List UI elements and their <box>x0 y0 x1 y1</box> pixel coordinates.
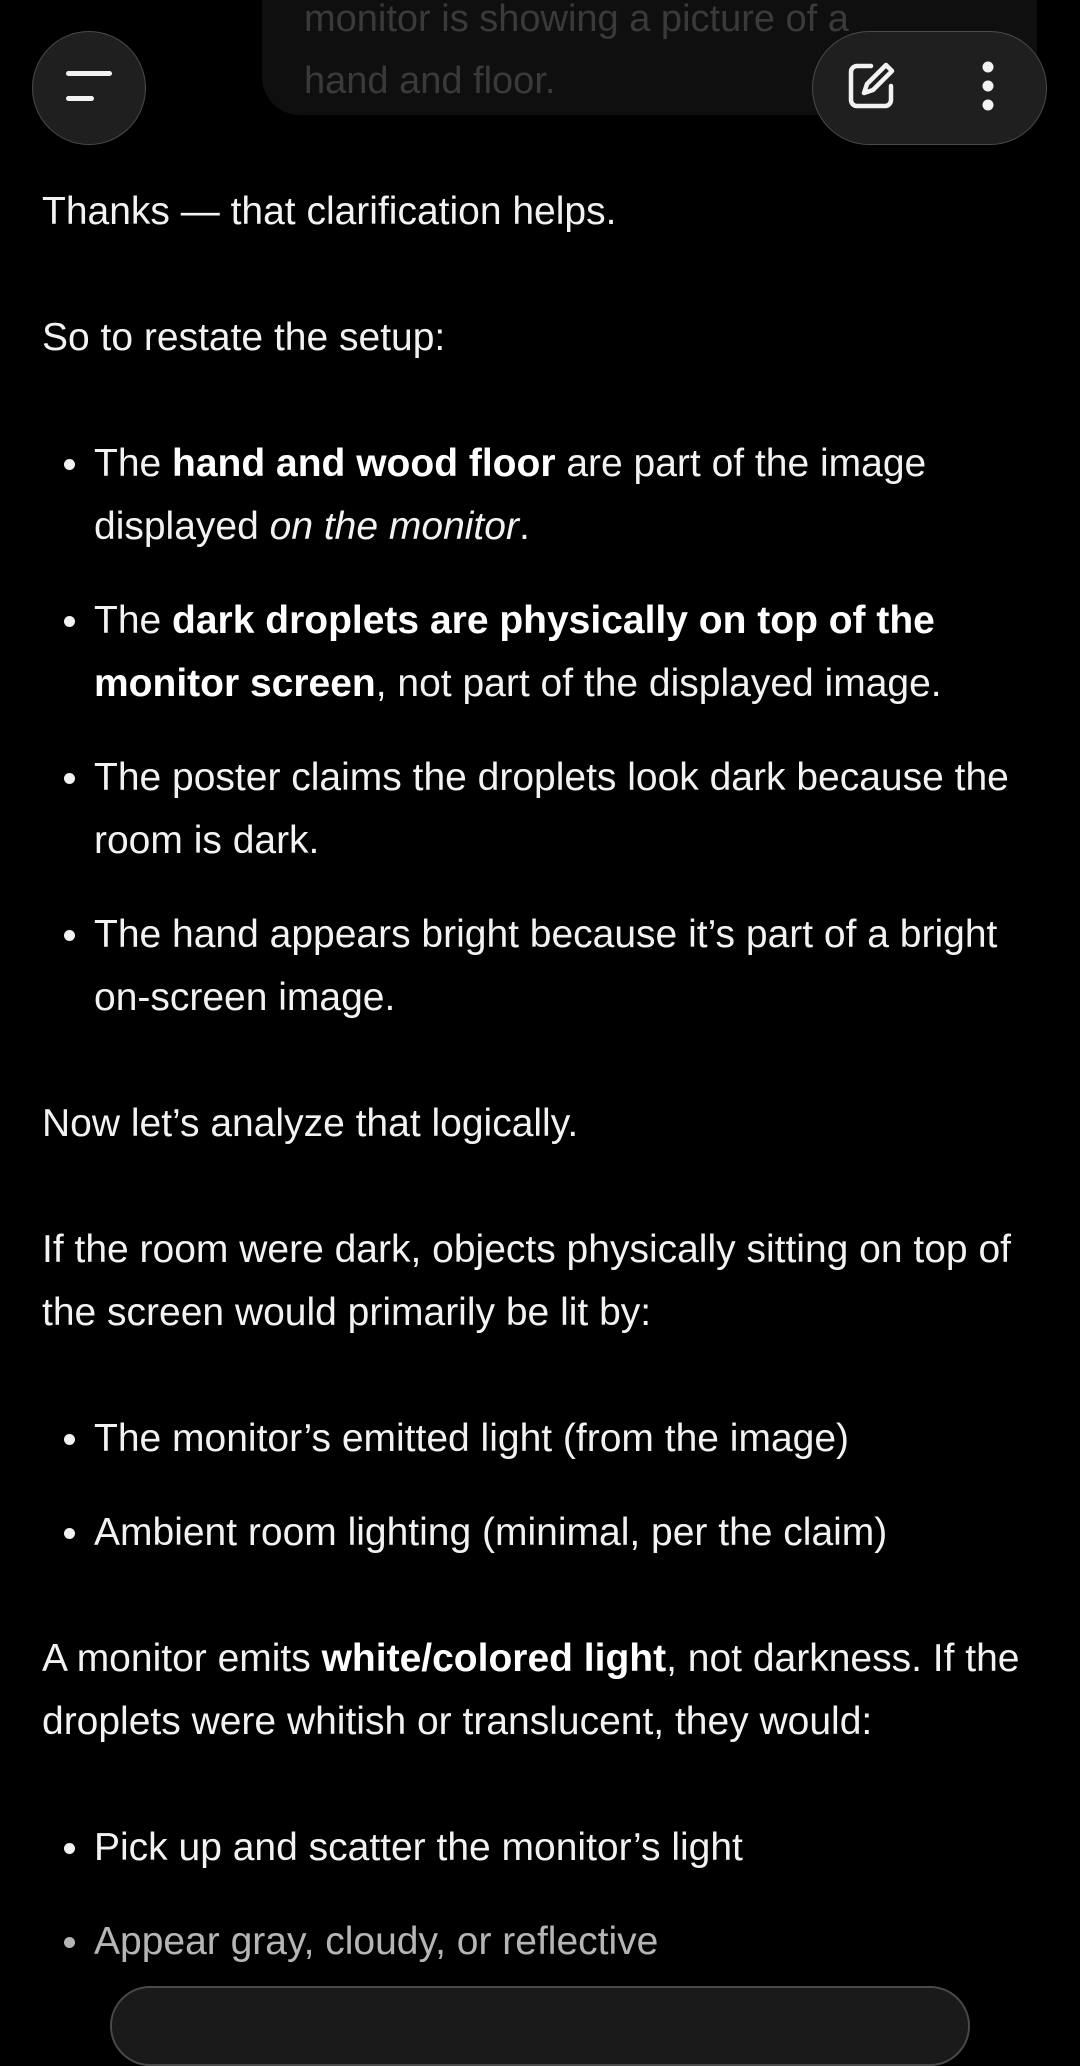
previous-message-line: monitor is showing a picture of a <box>304 0 849 40</box>
italic-text: on the monitor <box>269 505 519 548</box>
menu-button[interactable] <box>32 31 146 145</box>
response-paragraph: A monitor emits white/colored light, not darkness. If the droplets were whitish or translucent, they would: <box>42 1637 1020 1743</box>
list-item: Pick up and scatter the monitor’s light <box>42 1816 1042 1879</box>
list-item: The monitor’s emitted light (from the image) <box>42 1407 1042 1470</box>
bold-text: hand and wood floor <box>172 442 556 485</box>
previous-message-line: hand and floor. <box>304 60 556 102</box>
new-chat-icon <box>845 60 897 117</box>
response-paragraph: Now let’s analyze that logically. <box>42 1102 579 1145</box>
new-chat-button[interactable] <box>813 32 930 144</box>
response-paragraph: So to restate the setup: <box>42 316 446 359</box>
menu-icon <box>64 68 114 109</box>
header-actions <box>812 31 1047 145</box>
list-item: The poster claims the droplets look dark because the room is dark. <box>42 746 1042 872</box>
response-paragraph: If the room were dark, objects physically sitting on top of the screen would primarily be lit by: <box>42 1228 1011 1334</box>
assistant-message <box>42 180 1042 2036</box>
lighting-bullet-list <box>42 1407 1042 1564</box>
list-item: The dark droplets are physically on top of the monitor screen, not part of the displayed image. <box>42 589 1042 715</box>
bold-text: dark droplets are physically on top of the monitor screen <box>94 599 935 705</box>
result-bullet-list <box>42 1816 1042 1973</box>
more-vertical-icon <box>980 61 996 116</box>
list-item: The hand and wood floor are part of the image displayed on the monitor. <box>42 432 1042 558</box>
more-options-button[interactable] <box>930 32 1047 144</box>
setup-bullet-list <box>42 432 1042 1029</box>
bold-text: white/colored light <box>321 1637 667 1680</box>
list-item: Ambient room lighting (minimal, per the claim) <box>42 1501 1042 1564</box>
list-item: Appear gray, cloudy, or reflective <box>42 1910 1042 1973</box>
message-composer[interactable] <box>110 1986 970 2066</box>
list-item: The hand appears bright because it’s part of a bright on-screen image. <box>42 903 1042 1029</box>
response-paragraph: Thanks — that clarification helps. <box>42 190 617 233</box>
